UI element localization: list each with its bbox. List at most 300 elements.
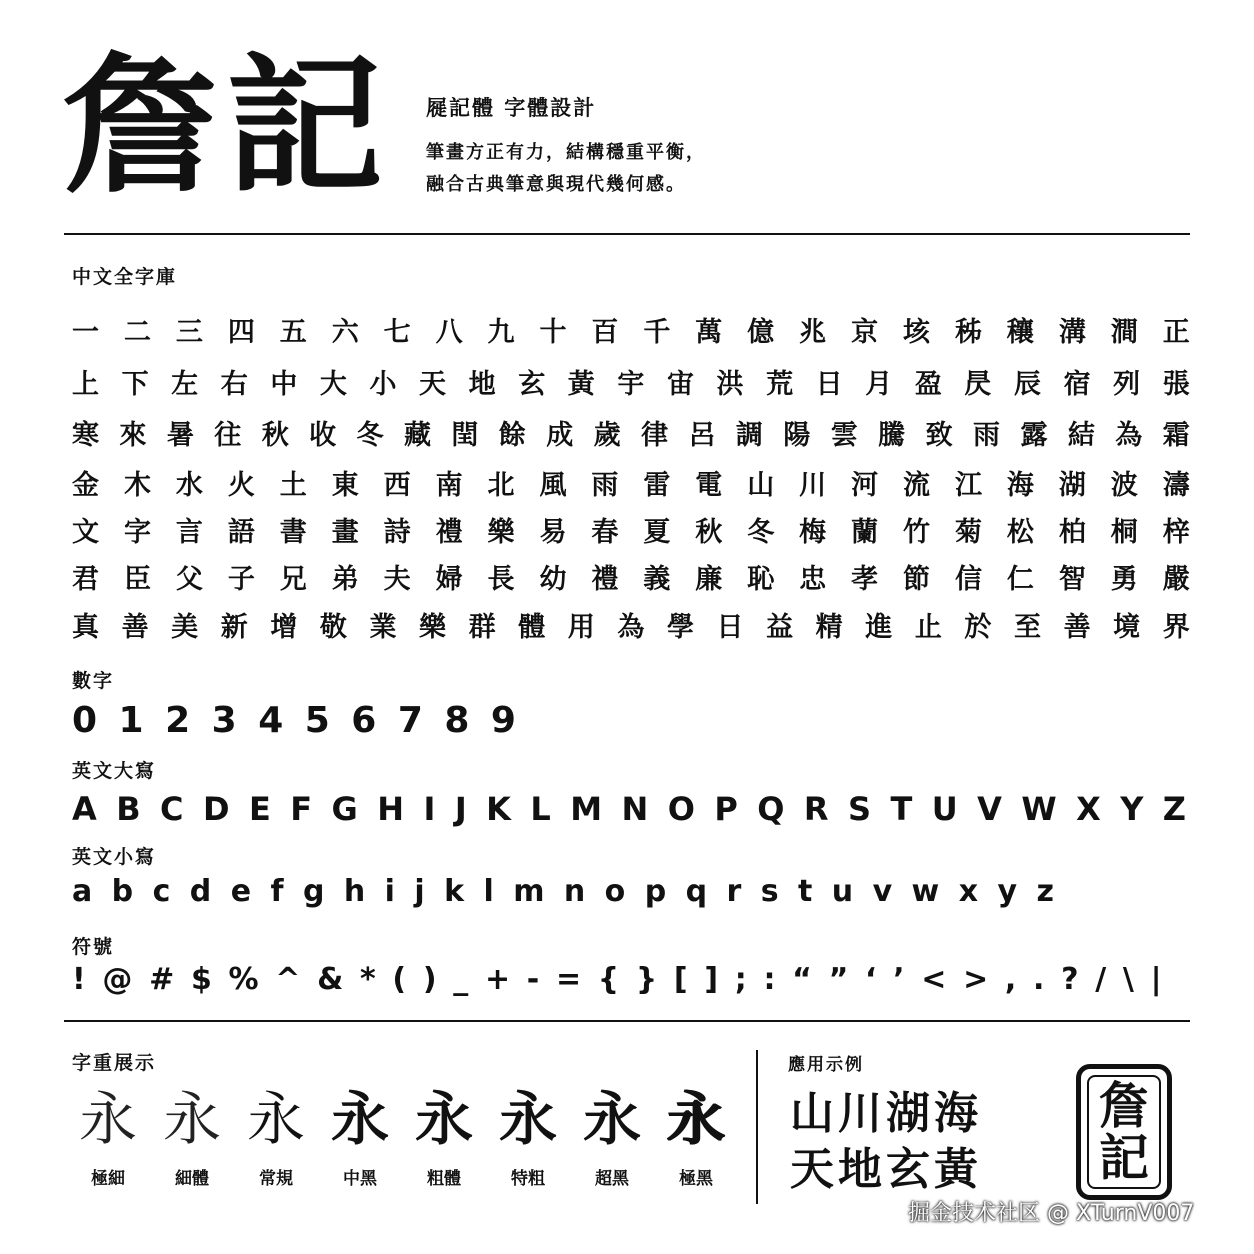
lowercase-glyph: i [384, 874, 395, 909]
glyph-char: 恥 [747, 564, 775, 595]
uppercase-glyph: K [486, 790, 511, 828]
digit-glyph: 6 [351, 700, 377, 741]
uppercase-glyph: Q [757, 790, 785, 828]
glyph-char: 梓 [1162, 517, 1190, 548]
weight-label: 極細 [91, 1169, 125, 1189]
glyph-char: 仁 [1006, 564, 1034, 595]
chinese-row [72, 362, 1190, 401]
chinese-row [72, 557, 1190, 596]
weight-sample [72, 1085, 144, 1189]
uppercase-glyph: T [890, 790, 913, 828]
glyph-char: 進 [865, 612, 893, 643]
glyph-char: 電 [695, 470, 723, 501]
glyph-char: 玄 [518, 369, 546, 400]
glyph-char: 寒 [72, 420, 99, 451]
uppercase-glyph: F [290, 790, 313, 828]
uppercase-glyph: V [977, 790, 1002, 828]
symbol-glyph: & [317, 962, 344, 997]
symbol-glyph: # [149, 962, 175, 997]
glyph-char: 秭 [954, 317, 982, 348]
badge-char-1: 詹 [1099, 1076, 1149, 1135]
glyph-char: 冬 [356, 420, 384, 451]
glyph-char: 西 [383, 470, 411, 501]
uppercase-glyph: M [570, 790, 603, 828]
uppercase-glyph: R [803, 790, 829, 828]
glyph-char: 京 [851, 317, 879, 348]
glyph-char: 父 [175, 564, 203, 595]
weight-glyph: 永 [666, 1085, 725, 1153]
glyph-char: 為 [617, 612, 645, 643]
lowercase-glyph: p [644, 874, 667, 909]
lowercase-glyph: s [760, 874, 779, 909]
symbol-glyph: ’ [893, 962, 905, 997]
uppercase-glyph: E [248, 790, 271, 828]
glyph-char: 水 [175, 470, 203, 501]
lowercase-glyph: n [563, 874, 586, 909]
glyph-char: 增 [270, 612, 298, 643]
lowercase-glyph: m [513, 874, 545, 909]
glyph-char: 秋 [261, 420, 289, 451]
glyph-char: 律 [641, 420, 669, 451]
glyph-char: 冬 [747, 517, 775, 548]
glyph-char: 小 [369, 369, 397, 400]
glyph-char: 精 [815, 612, 843, 643]
glyph-char: 江 [954, 470, 982, 501]
symbol-glyph: ) [422, 962, 437, 997]
glyph-char: 三 [175, 317, 203, 348]
glyph-char: 辰 [1013, 369, 1041, 400]
glyph-char: 界 [1162, 612, 1190, 643]
glyph-char: 婦 [435, 564, 463, 595]
lowercase-glyph: h [343, 874, 366, 909]
glyph-char: 禮 [591, 564, 619, 595]
glyph-char: 南 [435, 470, 463, 501]
symbol-glyph: ( [392, 962, 407, 997]
logo-title: 詹記 [62, 40, 390, 214]
glyph-char: 藏 [403, 420, 431, 451]
symbol-glyph: + [484, 962, 511, 997]
glyph-char: 節 [903, 564, 930, 595]
uppercase-glyph: L [530, 790, 551, 828]
glyph-char: 河 [851, 470, 879, 501]
digit-glyph: 0 [72, 700, 98, 741]
glyph-char: 四 [227, 317, 255, 348]
glyph-char: 君 [72, 564, 99, 595]
glyph-char: 群 [468, 612, 496, 643]
symbol-glyph: ? [1061, 962, 1079, 997]
uppercase-glyph: P [714, 790, 738, 828]
section-label-lowercase: 英文小寫 [72, 846, 157, 868]
symbol-glyph: , [1004, 962, 1017, 997]
glyph-char: 雷 [643, 470, 671, 501]
glyph-char: 智 [1058, 564, 1086, 595]
section-label-symbols: 符號 [72, 936, 115, 958]
glyph-char: 右 [220, 369, 248, 400]
section-label-demo: 應用示例 [788, 1055, 864, 1075]
chinese-row [72, 605, 1190, 644]
glyph-char: 於 [964, 612, 992, 643]
glyph-char: 兄 [279, 564, 307, 595]
uppercase-glyph: S [847, 790, 872, 828]
glyph-char: 八 [435, 317, 463, 348]
lowercase-glyph: u [831, 874, 854, 909]
badge-char-2: 記 [1099, 1129, 1149, 1187]
glyph-char: 木 [123, 470, 151, 501]
glyph-char: 蘭 [851, 517, 879, 548]
symbol-glyph: / [1095, 962, 1107, 997]
weight-label: 超黑 [595, 1169, 629, 1189]
glyph-char: 土 [279, 470, 307, 501]
uppercase-glyph: H [377, 790, 405, 828]
uppercase-glyph: Y [1120, 790, 1144, 828]
glyph-char: 夫 [383, 564, 411, 595]
weight-glyph: 永 [414, 1085, 473, 1153]
glyph-char: 穰 [1006, 317, 1034, 348]
lowercase-glyph: v [872, 874, 893, 909]
glyph-char: 子 [227, 564, 255, 595]
glyph-char: 海 [1006, 470, 1034, 501]
lowercase-glyph: y [997, 874, 1018, 909]
glyph-char: 閏 [451, 420, 479, 451]
weight-label: 常規 [259, 1169, 293, 1189]
glyph-char: 霜 [1162, 420, 1190, 451]
glyph-char: 兆 [799, 317, 827, 348]
glyph-char: 湖 [1058, 470, 1086, 501]
glyph-char: 中 [270, 369, 298, 400]
glyph-char: 露 [1020, 420, 1048, 451]
glyph-char: 學 [666, 612, 694, 643]
glyph-char: 正 [1162, 317, 1190, 348]
glyph-char: 語 [227, 517, 255, 548]
symbol-glyph: < [921, 962, 947, 997]
weight-glyph: 永 [78, 1085, 137, 1153]
glyph-char: 百 [591, 317, 619, 348]
glyph-char: 五 [279, 317, 307, 348]
glyph-char: 餘 [498, 420, 526, 451]
uppercase-glyph: B [116, 790, 141, 828]
glyph-char: 東 [331, 470, 359, 501]
glyph-char: 詩 [383, 517, 411, 548]
lowercase-glyph: o [604, 874, 626, 909]
description-line-2: 融合古典筆意與現代幾何感。 [426, 174, 686, 195]
glyph-char: 境 [1113, 612, 1141, 643]
logo-badge [1076, 1064, 1172, 1200]
uppercase-glyph: D [202, 790, 230, 828]
weight-showcase [72, 1085, 732, 1189]
glyph-char: 嚴 [1162, 564, 1190, 595]
digit-glyph: 2 [165, 700, 191, 741]
glyph-char: 列 [1113, 369, 1141, 400]
glyph-char: 荒 [766, 369, 794, 400]
digit-glyph: 1 [118, 700, 144, 741]
glyph-char: 易 [539, 517, 567, 548]
lowercase-glyph: c [152, 874, 171, 909]
divider-top [64, 233, 1190, 235]
lowercase-glyph: t [798, 874, 813, 909]
chinese-row [72, 510, 1190, 549]
symbol-glyph: { [597, 962, 620, 997]
glyph-char: 盈 [914, 369, 942, 400]
glyph-char: 億 [747, 317, 775, 348]
glyph-char: 日 [815, 369, 843, 400]
glyph-char: 陽 [783, 420, 811, 451]
symbol-glyph: $ [190, 962, 212, 997]
glyph-char: 地 [468, 369, 496, 400]
weight-sample [156, 1085, 228, 1189]
weight-glyph: 永 [162, 1085, 221, 1153]
symbol-glyph: @ [102, 962, 133, 997]
glyph-char: 澗 [1110, 317, 1138, 348]
glyph-char: 左 [171, 369, 199, 400]
glyph-char: 新 [220, 612, 248, 643]
uppercase-glyph: W [1021, 790, 1057, 828]
lowercase-glyph: b [111, 874, 134, 909]
weight-sample [660, 1085, 732, 1189]
symbol-glyph: | [1150, 962, 1162, 997]
glyph-char: 天 [419, 369, 447, 400]
glyph-char: 洪 [716, 369, 744, 400]
glyph-char: 桐 [1110, 517, 1138, 548]
symbol-glyph: ; [734, 962, 747, 997]
lowercase-glyph: q [685, 874, 708, 909]
digits-row [72, 700, 516, 741]
glyph-char: 千 [643, 317, 671, 348]
glyph-char: 幼 [539, 564, 567, 595]
glyph-char: 山 [747, 470, 775, 501]
weight-glyph: 永 [246, 1085, 305, 1153]
symbol-glyph: ” [828, 962, 849, 997]
divider-bottom [64, 1020, 1190, 1022]
lowercase-row [72, 874, 1054, 909]
weight-label: 粗體 [427, 1169, 461, 1189]
glyph-char: 歲 [593, 420, 621, 451]
glyph-char: 文 [72, 517, 99, 548]
glyph-char: 秋 [695, 517, 723, 548]
glyph-char: 菊 [954, 517, 982, 548]
glyph-char: 勇 [1110, 564, 1138, 595]
symbol-glyph: [ [673, 962, 688, 997]
lowercase-glyph: l [483, 874, 494, 909]
weight-sample [576, 1085, 648, 1189]
glyph-char: 廉 [695, 564, 723, 595]
uppercase-glyph: U [931, 790, 958, 828]
lowercase-glyph: f [270, 874, 284, 909]
symbols-row [72, 962, 1162, 997]
lowercase-glyph: d [189, 874, 212, 909]
symbol-glyph: . [1033, 962, 1045, 997]
symbol-glyph: ] [704, 962, 719, 997]
glyph-char: 禮 [435, 517, 463, 548]
glyph-char: 松 [1006, 517, 1034, 548]
lowercase-glyph: j [414, 874, 425, 909]
weight-label: 中黑 [343, 1169, 377, 1189]
glyph-char: 孝 [851, 564, 879, 595]
glyph-char: 信 [954, 564, 982, 595]
digit-glyph: 3 [211, 700, 237, 741]
digit-glyph: 5 [304, 700, 330, 741]
glyph-char: 用 [567, 612, 595, 643]
glyph-char: 北 [487, 470, 515, 501]
glyph-char: 川 [799, 470, 827, 501]
glyph-char: 止 [914, 612, 942, 643]
glyph-char: 竹 [903, 517, 930, 548]
lowercase-glyph: g [302, 874, 325, 909]
glyph-char: 黃 [567, 369, 595, 400]
glyph-char: 夏 [643, 517, 671, 548]
glyph-char: 往 [214, 420, 242, 451]
weight-label: 細體 [175, 1169, 209, 1189]
glyph-char: 弟 [331, 564, 359, 595]
symbol-glyph: > [963, 962, 989, 997]
lowercase-glyph: x [958, 874, 979, 909]
weight-glyph: 永 [582, 1085, 641, 1153]
glyph-char: 下 [121, 369, 149, 400]
digit-glyph: 9 [490, 700, 516, 741]
uppercase-glyph: C [160, 790, 184, 828]
digit-glyph: 4 [258, 700, 284, 741]
symbol-glyph: = [555, 962, 582, 997]
glyph-char: 濤 [1162, 470, 1190, 501]
glyph-char: 雨 [591, 470, 619, 501]
weight-label: 極黑 [679, 1169, 713, 1189]
symbol-glyph: % [228, 962, 259, 997]
glyph-char: 六 [331, 317, 359, 348]
glyph-char: 昃 [964, 369, 992, 400]
glyph-char: 益 [766, 612, 794, 643]
symbol-glyph: ^ [275, 962, 301, 997]
glyph-char: 流 [903, 470, 930, 501]
glyph-char: 梅 [799, 517, 827, 548]
uppercase-glyph: N [621, 790, 649, 828]
glyph-char: 美 [171, 612, 199, 643]
glyph-char: 呂 [688, 420, 716, 451]
weight-label: 特粗 [511, 1169, 545, 1189]
uppercase-glyph: I [423, 790, 436, 828]
glyph-char: 真 [72, 612, 99, 643]
glyph-char: 雨 [973, 420, 1001, 451]
font-subtitle: 屣記體 字體設計 [426, 96, 597, 120]
glyph-char: 九 [487, 317, 515, 348]
weight-sample [324, 1085, 396, 1189]
chinese-row [72, 413, 1190, 452]
symbol-glyph: - [526, 962, 540, 997]
glyph-char: 敬 [319, 612, 347, 643]
glyph-char: 為 [1115, 420, 1143, 451]
glyph-char: 善 [121, 612, 149, 643]
glyph-char: 十 [539, 317, 567, 348]
glyph-char: 收 [309, 420, 337, 451]
glyph-char: 柏 [1058, 517, 1086, 548]
glyph-char: 二 [123, 317, 151, 348]
uppercase-glyph: X [1076, 790, 1101, 828]
description-line-1: 筆畫方正有力，結構穩重平衡， [426, 142, 706, 163]
glyph-char: 結 [1067, 420, 1095, 451]
glyph-char: 暑 [166, 420, 194, 451]
glyph-char: 致 [925, 420, 953, 451]
glyph-char: 大 [319, 369, 347, 400]
glyph-char: 義 [643, 564, 671, 595]
uppercase-glyph: O [667, 790, 695, 828]
symbol-glyph: “ [792, 962, 812, 997]
glyph-char: 風 [539, 470, 567, 501]
watermark: 掘金技术社区 @ XTurnV007 [908, 1201, 1195, 1226]
glyph-char: 成 [546, 420, 574, 451]
glyph-char: 一 [72, 317, 99, 348]
glyph-char: 宇 [617, 369, 645, 400]
symbol-glyph: _ [453, 962, 469, 997]
glyph-char: 雲 [830, 420, 858, 451]
glyph-char: 波 [1110, 470, 1138, 501]
weight-sample [492, 1085, 564, 1189]
glyph-char: 宙 [666, 369, 694, 400]
symbol-glyph: } [635, 962, 658, 997]
glyph-char: 體 [518, 612, 546, 643]
glyph-char: 垓 [903, 317, 930, 348]
glyph-char: 字 [123, 517, 151, 548]
glyph-char: 忠 [799, 564, 827, 595]
uppercase-glyph: G [331, 790, 358, 828]
symbol-glyph: : [763, 962, 776, 997]
uppercase-glyph: Z [1162, 790, 1186, 828]
lowercase-glyph: z [1036, 874, 1054, 909]
weight-sample [240, 1085, 312, 1189]
glyph-char: 火 [227, 470, 255, 501]
glyph-char: 畫 [331, 517, 359, 548]
glyph-char: 樂 [487, 517, 515, 548]
glyph-char: 金 [72, 470, 99, 501]
glyph-char: 書 [279, 517, 307, 548]
glyph-char: 業 [369, 612, 397, 643]
glyph-char: 騰 [878, 420, 906, 451]
digit-glyph: 7 [397, 700, 423, 741]
weight-sample [408, 1085, 480, 1189]
logo-badge-inner [1087, 1075, 1161, 1189]
section-label-digits: 數字 [72, 670, 115, 692]
glyph-char: 春 [591, 517, 619, 548]
glyph-char: 言 [175, 517, 203, 548]
glyph-char: 來 [119, 420, 147, 451]
glyph-char: 宿 [1063, 369, 1091, 400]
lowercase-glyph: k [444, 874, 465, 909]
chinese-row [72, 463, 1190, 502]
demo-line-2: 天地玄黃 [790, 1144, 982, 1195]
glyph-char: 張 [1162, 369, 1190, 400]
symbol-glyph: ! [72, 962, 86, 997]
lowercase-glyph: e [230, 874, 252, 909]
digit-glyph: 8 [444, 700, 470, 741]
lowercase-glyph: w [911, 874, 940, 909]
weight-glyph: 永 [330, 1085, 389, 1153]
symbol-glyph: \ [1122, 962, 1134, 997]
glyph-char: 至 [1013, 612, 1041, 643]
demo-line-1: 山川湖海 [790, 1088, 982, 1139]
symbol-glyph: ‘ [865, 962, 877, 997]
weight-glyph: 永 [498, 1085, 557, 1153]
glyph-char: 萬 [695, 317, 723, 348]
vertical-divider [756, 1050, 758, 1204]
lowercase-glyph: a [72, 874, 93, 909]
section-label-uppercase: 英文大寫 [72, 760, 157, 782]
uppercase-glyph: J [454, 790, 467, 828]
glyph-char: 溝 [1058, 317, 1086, 348]
uppercase-row [72, 790, 1186, 828]
glyph-char: 長 [487, 564, 515, 595]
glyph-char: 七 [383, 317, 411, 348]
glyph-char: 臣 [123, 564, 151, 595]
section-label-weights: 字重展示 [72, 1052, 157, 1074]
uppercase-glyph: A [72, 790, 97, 828]
glyph-char: 日 [716, 612, 744, 643]
